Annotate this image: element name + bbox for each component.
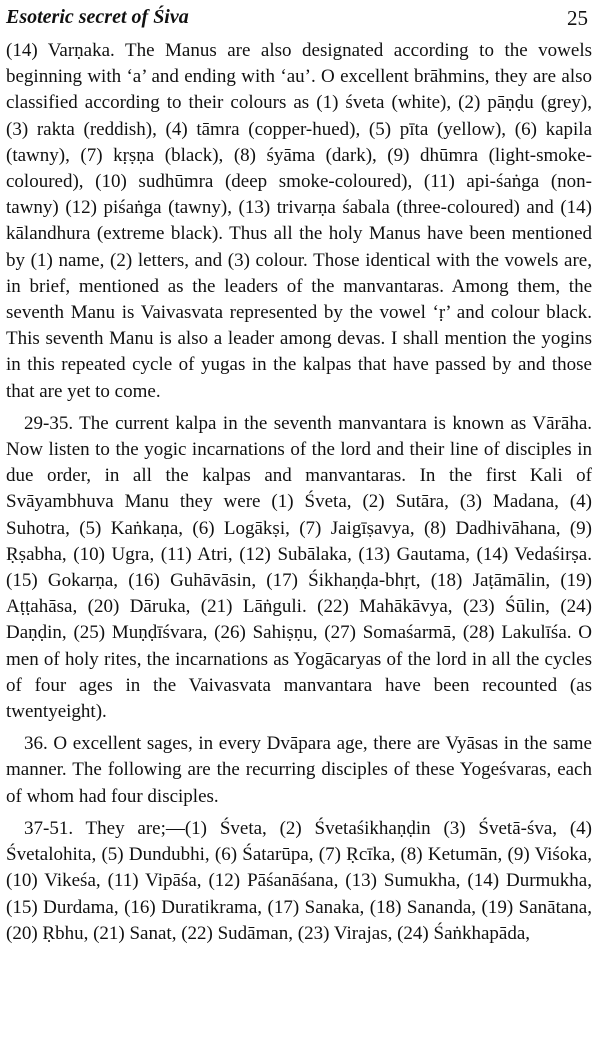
paragraph-verses-29-35: 29-35. The current kalpa in the seventh manvantara is known as Vārāha. Now listen to the yogic incarnations of the lord and their line of disciples in due order, in all the kalpas and manvantaras. In the first Kali of Svāyambhuva Manu they were (1) Śveta, (2) Sutāra, (3) Madana, (4) Suhotra, (5) Kaṅkaṇa, (6) Logākṣi, (7) Jaigīṣavya, (8) Dadhivāhana, (9) Ṛṣabha, (10) Ugra, (11) Atri, (12) Subālaka, (13) Gautama, (14) Vedaśirṣa. (15) Gokarṇa, (16) Guhāvāsin, (17) Śikhaṇḍa-bhṛt, (18) Jaṭāmālin, (19) Aṭṭahāsa, (20) Dāruka, (21) Lāṅguli. (22) Mahākāvya, (23) Śūlin, (24) Daṇḍin, (25) Muṇḍīśvara, (26) Sahiṣṇu, (27) Somaśarmā, (28) Lakulīśa. O men of holy rites, the incarnations as Yogācaryas of the lord in all the cycles of four ages in the Vaivasvata manvantara have been recounted (as twentyeight). bbox=[6, 412, 592, 723]
body-text bbox=[6, 38, 592, 947]
running-head: Esoteric secret of Śiva bbox=[6, 6, 189, 28]
page-header bbox=[6, 4, 592, 38]
page-number: 25 bbox=[567, 6, 588, 30]
paragraph-varnaka: (14) Varṇaka. The Manus are also designated according to the vowels beginning with ‘a’ and ending with ‘au’. O excellent brāhmins, they are also classified according to their colours as (1) śveta (white), (2) pāṇḍu (grey), (3) rakta (reddish), (4) tāmra (copper-hued), (5) pīta (yellow), (6) kapila (tawny), (7) kṛṣṇa (black), (8) śyāma (dark), (9) dhūmra (light-smoke-coloured), (10) sudhūmra (deep smoke-coloured), (11) api-śaṅga (non-tawny) (12) piśaṅga (tawny), (13) trivarṇa śabala (three-coloured) and (14) kālandhura (extreme black). Thus all the holy Manus have been mentioned by (1) name, (2) letters, and (3) colour. Those identical with the vowels are, in brief, mentioned as the leaders of the manvantaras. Among them, the seventh Manu is Vaivasvata represented by the vowel ‘ṛ’ and colour black. This seventh Manu is also a leader among devas. I shall mention the yogins in this repeated cycle of yugas in the kalpas that have passed by and those that are yet to come. bbox=[6, 40, 592, 402]
paragraph-verses-37-51: 37-51. They are;—(1) Śveta, (2) Śvetaśikhaṇḍin (3) Śvetā-śva, (4) Śvetalohita, (5) Dundubhi, (6) Śatarūpa, (7) Ṛcīka, (8) Ketumān, (9) Viśoka, (10) Vikeśa, (11) Vipāśa, (12) Pāśanāśana, (13) Sumukha, (14) Durmukha, (15) Durdama, (16) Duratikrama, (17) Sanaka, (18) Sananda, (19) Sanātana, (20) Ṛbhu, (21) Sanat, (22) Sudāman, (23) Virajas, (24) Śaṅkhapāda, bbox=[6, 817, 592, 944]
paragraph-verse-36: 36. O excellent sages, in every Dvāpara age, there are Vyāsas in the same manner. The following are the recurring disciples of these Yogeśvaras, each of whom had four disciples. bbox=[6, 733, 592, 807]
